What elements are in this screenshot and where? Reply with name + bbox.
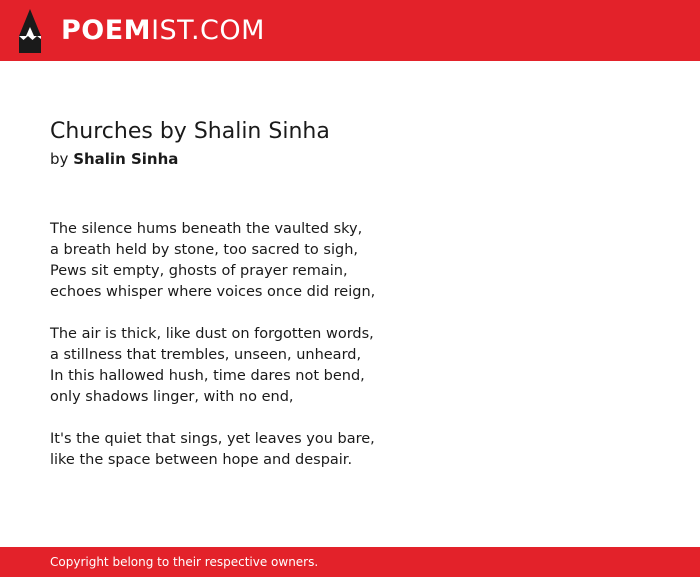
logo-text-light: IST.COM xyxy=(151,15,265,46)
poem-line: Pews sit empty, ghosts of prayer remain, xyxy=(50,263,348,279)
poem-line: a breath held by stone, too sacred to sigh, xyxy=(50,242,358,258)
stanza xyxy=(50,429,650,471)
logo-text-bold: POEM xyxy=(61,15,152,46)
byline-prefix: by xyxy=(50,150,69,168)
copyright-text: Copyright belong to their respective owners. xyxy=(50,555,319,569)
byline xyxy=(50,149,650,169)
site-footer xyxy=(0,547,700,577)
site-header xyxy=(0,0,700,61)
poem-line: The air is thick, like dust on forgotten words, xyxy=(50,326,374,342)
site-logo-link[interactable] xyxy=(17,9,265,53)
poem-line: It's the quiet that sings, yet leaves you bare, xyxy=(50,431,375,447)
poem-title: Churches by Shalin Sinha xyxy=(50,119,330,144)
pencil-tip-icon xyxy=(17,9,43,53)
poem-line: The silence hums beneath the vaulted sky, xyxy=(50,221,363,237)
poem-line: In this hallowed hush, time dares not bend, xyxy=(50,368,365,384)
stanza xyxy=(50,324,650,408)
poem-body xyxy=(50,219,650,471)
poem-line: like the space between hope and despair. xyxy=(50,452,353,468)
poem-content xyxy=(50,118,650,492)
stanza xyxy=(50,219,650,303)
author-name: Shalin Sinha xyxy=(73,150,179,168)
poem-line: echoes whisper where voices once did reign, xyxy=(50,284,376,300)
poem-line: only shadows linger, with no end, xyxy=(50,389,294,405)
poem-line: a stillness that trembles, unseen, unheard, xyxy=(50,347,362,363)
site-logo-text xyxy=(61,9,265,53)
